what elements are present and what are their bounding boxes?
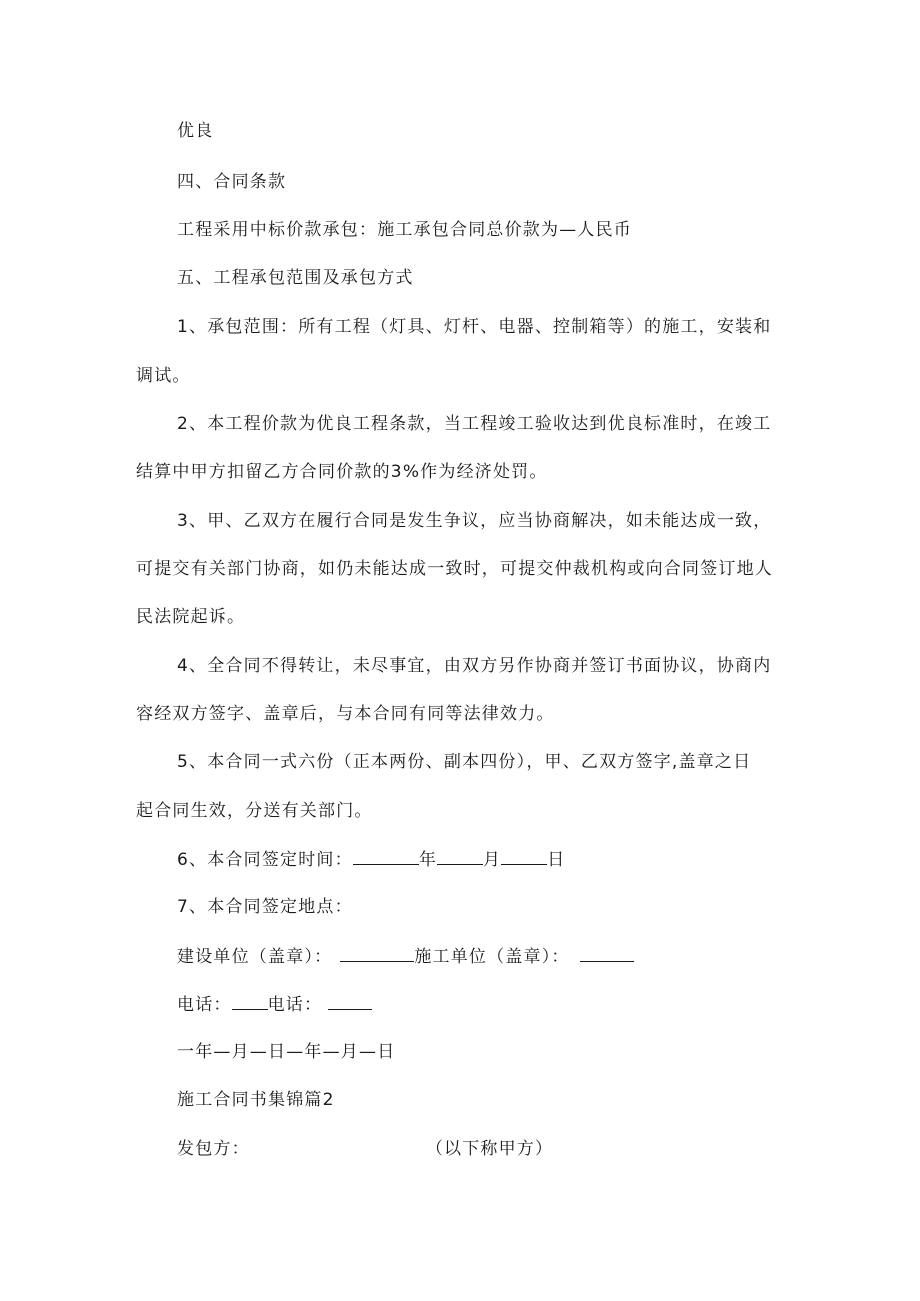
party-a-note: （以下称甲方） bbox=[425, 1139, 554, 1159]
year-blank bbox=[353, 849, 419, 865]
contractor-seal-label: 施工单位（盖章）： bbox=[414, 947, 570, 967]
contractor-line bbox=[177, 1139, 553, 1159]
paragraph-line: 5、本合同一式六份（正本两份、副本四份），甲、乙双方签字,盖章之日 bbox=[177, 752, 752, 772]
month-label: 月 bbox=[483, 850, 502, 870]
text-line: 工程采用中标价款承包：施工承包合同总价款为—人民币 bbox=[177, 220, 632, 240]
paragraph-line: 3、甲、乙双方在履行合同是发生争议，应当协商解决，如未能达成一致， bbox=[177, 511, 772, 531]
signing-place-line: 7、本合同签定地点： bbox=[177, 897, 353, 917]
signing-date-label: 6、本合同签定时间： bbox=[177, 850, 353, 870]
client-seal-blank bbox=[340, 946, 414, 962]
phone-line bbox=[177, 994, 372, 1015]
phone-blank-2 bbox=[328, 994, 372, 1010]
signing-date-line bbox=[177, 849, 565, 870]
paragraph-line: 容经双方签字、盖章后，与本合同有同等法律效力。 bbox=[136, 704, 555, 724]
paragraph-line: 2、本工程价款为优良工程条款，当工程竣工验收达到优良标准时，在竣工 bbox=[177, 414, 772, 434]
day-blank bbox=[501, 849, 547, 865]
phone-blank-1 bbox=[232, 994, 268, 1010]
section-heading: 五、工程承包范围及承包方式 bbox=[177, 268, 414, 288]
paragraph-line: 调试。 bbox=[136, 366, 191, 386]
paragraph-line: 可提交有关部门协商，如仍未能达成一致时，可提交仲裁机构或向合同签订地人 bbox=[136, 559, 773, 579]
paragraph-line: 4、全合同不得转让，未尽事宜，由双方另作协商并签订书面协议，协商内 bbox=[177, 656, 772, 676]
year-label: 年 bbox=[418, 850, 438, 870]
paragraph-line: 民法院起诉。 bbox=[136, 607, 246, 627]
month-blank bbox=[437, 849, 483, 865]
contractor-seal-blank bbox=[580, 946, 634, 962]
text-line: 优良 bbox=[177, 121, 214, 141]
phone-label-2: 电话： bbox=[267, 995, 323, 1015]
paragraph-line: 起合同生效，分送有关部门。 bbox=[136, 801, 373, 821]
client-seal-label: 建设单位（盖章）： bbox=[177, 947, 333, 967]
section-title: 施工合同书集锦篇2 bbox=[177, 1090, 335, 1110]
employer-label: 发包方： bbox=[177, 1139, 250, 1159]
phone-label-1: 电话： bbox=[177, 995, 232, 1015]
paragraph-line: 结算中甲方扣留乙方合同价款的3%作为经济处罚。 bbox=[136, 462, 548, 482]
day-label: 日 bbox=[547, 850, 566, 870]
date-line: 一年—月—日—年—月—日 bbox=[177, 1042, 396, 1062]
section-heading: 四、合同条款 bbox=[177, 172, 287, 192]
seal-line bbox=[177, 946, 634, 967]
paragraph-line: 1、承包范围：所有工程（灯具、灯杆、电器、控制箱等）的施工，安装和 bbox=[177, 317, 772, 337]
